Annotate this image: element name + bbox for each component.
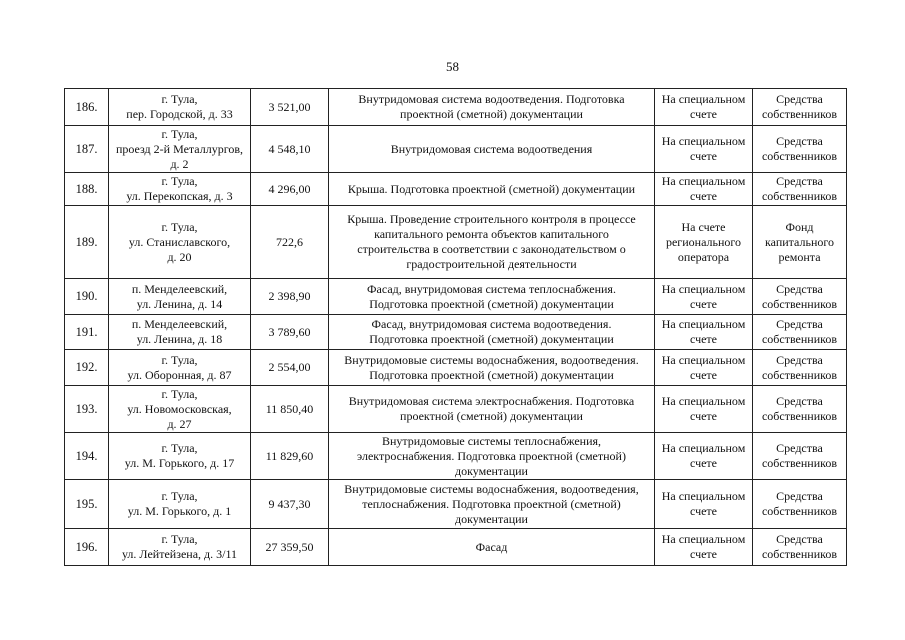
- source-cell-line: Фонд: [785, 219, 814, 234]
- work-cell-line: Крыша. Подготовка проектной (сметной) документации: [347, 181, 636, 196]
- source-cell: [753, 433, 847, 480]
- table-row: [65, 279, 847, 315]
- repair-table: [64, 88, 847, 566]
- account-cell: [655, 126, 753, 173]
- row-number: 190.: [65, 279, 109, 315]
- address-cell-line: ул. Перекопская, д. 3: [126, 189, 233, 203]
- table-row: [65, 386, 847, 433]
- table-row: [65, 206, 847, 279]
- work-cell-line: Внутридомовая система водоотведения. Подготовка: [358, 92, 625, 106]
- row-number: 189.: [65, 206, 109, 279]
- work-cell: [329, 529, 655, 566]
- row-number: 192.: [65, 350, 109, 386]
- address-cell: [109, 173, 251, 206]
- account-cell-line: На специальном: [661, 281, 746, 296]
- address-cell-line: г. Тула,: [161, 174, 198, 188]
- address-cell-line: д. 2: [170, 156, 189, 171]
- account-cell-line: На специальном: [661, 532, 746, 546]
- address-cell-line: г. Тула,: [161, 92, 198, 106]
- work-cell-line: Внутридомовые системы теплоснабжения,: [381, 433, 602, 448]
- address-cell: [109, 315, 251, 350]
- source-cell-line: собственников: [761, 107, 838, 121]
- source-cell-line: Средства: [776, 281, 823, 296]
- work-cell-line: Внутридомовая система электроснабжения. Подготовка: [348, 394, 635, 408]
- sum-cell: 11 829,60: [251, 433, 329, 480]
- row-number: 186.: [65, 89, 109, 126]
- source-cell: [753, 529, 847, 566]
- account-cell-line: На специальном: [661, 394, 746, 408]
- account-cell: [655, 386, 753, 433]
- sum-cell: 722,6: [251, 206, 329, 279]
- source-cell-line: Средства: [776, 532, 823, 546]
- sum-cell: 3 789,60: [251, 315, 329, 350]
- work-cell-line: Фасад, внутридомовая система водоотведения.: [371, 317, 612, 331]
- address-cell-line: ул. Ленина, д. 14: [136, 296, 223, 311]
- work-cell-line: Подготовка проектной (сметной) документации: [369, 296, 614, 311]
- sum-cell: 4 296,00: [251, 173, 329, 206]
- source-cell: [753, 386, 847, 433]
- sum-cell: 9 437,30: [251, 480, 329, 529]
- source-cell-line: ремонта: [778, 249, 821, 264]
- table-row: [65, 350, 847, 386]
- work-cell-line: документации: [455, 511, 528, 526]
- table-row: [65, 89, 847, 126]
- address-cell: [109, 206, 251, 279]
- address-cell-line: г. Тула,: [161, 441, 198, 455]
- source-cell-line: собственников: [761, 149, 838, 163]
- account-cell-line: На счете: [681, 219, 726, 234]
- table-row: [65, 315, 847, 350]
- work-cell-line: градостроительной деятельности: [406, 257, 577, 271]
- account-cell-line: На специальном: [661, 92, 746, 106]
- work-cell-line: электроснабжения. Подготовка проектной (сметной): [357, 448, 626, 463]
- work-cell-line: проектной (сметной) документации: [400, 409, 583, 423]
- account-cell-line: На специальном: [661, 489, 746, 503]
- source-cell-line: Средства: [776, 174, 823, 188]
- source-cell: [753, 89, 847, 126]
- address-cell-line: ул. М. Горького, д. 1: [127, 504, 232, 518]
- source-cell-line: собственников: [761, 409, 838, 423]
- account-cell-line: счете: [689, 547, 718, 561]
- source-cell: [753, 279, 847, 315]
- account-cell: [655, 206, 753, 279]
- account-cell: [655, 433, 753, 480]
- source-cell-line: Средства: [776, 489, 823, 503]
- account-cell: [655, 315, 753, 350]
- address-cell-line: г. Тула,: [161, 386, 198, 401]
- work-cell: [329, 173, 655, 206]
- account-cell-line: счете: [689, 456, 718, 470]
- source-cell-line: Средства: [776, 441, 823, 455]
- address-cell: [109, 279, 251, 315]
- work-cell: [329, 126, 655, 173]
- source-cell: [753, 350, 847, 386]
- address-cell-line: г. Тула,: [161, 489, 198, 503]
- account-cell-line: На специальном: [661, 174, 746, 188]
- source-cell-line: собственников: [761, 189, 838, 203]
- account-cell-line: На специальном: [661, 352, 746, 367]
- row-number: 195.: [65, 480, 109, 529]
- address-cell-line: пер. Городской, д. 33: [126, 107, 233, 121]
- table-row: [65, 480, 847, 529]
- account-cell: [655, 279, 753, 315]
- account-cell-line: оператора: [677, 249, 730, 264]
- account-cell: [655, 173, 753, 206]
- work-cell-line: Подготовка проектной (сметной) документации: [369, 332, 614, 346]
- work-cell-line: Фасад, внутридомовая система теплоснабжения.: [367, 281, 616, 296]
- address-cell-line: ул. Лейтейзена, д. 3/11: [121, 547, 238, 561]
- account-cell-line: счете: [689, 149, 718, 163]
- address-cell-line: г. Тула,: [161, 352, 198, 367]
- source-cell-line: Средства: [776, 352, 823, 367]
- row-number: 188.: [65, 173, 109, 206]
- account-cell: [655, 480, 753, 529]
- source-cell-line: Средства: [776, 317, 823, 331]
- account-cell-line: счете: [689, 332, 718, 346]
- row-number: 194.: [65, 433, 109, 480]
- source-cell-line: собственников: [761, 332, 838, 346]
- work-cell: [329, 206, 655, 279]
- work-cell: [329, 480, 655, 529]
- source-cell: [753, 126, 847, 173]
- address-cell: [109, 126, 251, 173]
- source-cell: [753, 206, 847, 279]
- row-number: 196.: [65, 529, 109, 566]
- source-cell-line: Средства: [776, 92, 823, 106]
- address-cell: [109, 386, 251, 433]
- table-body: [65, 89, 847, 566]
- work-cell-line: строительства в соответствии с законодательством о: [357, 242, 626, 256]
- source-cell-line: Средства: [776, 394, 823, 408]
- account-cell-line: счете: [689, 189, 718, 203]
- sum-cell: 4 548,10: [251, 126, 329, 173]
- account-cell-line: регионального: [665, 234, 742, 249]
- row-number: 187.: [65, 126, 109, 173]
- work-cell-line: Внутридомовая система водоотведения: [390, 141, 593, 156]
- account-cell: [655, 89, 753, 126]
- table-row: [65, 126, 847, 173]
- source-cell-line: собственников: [761, 296, 838, 311]
- table-row: [65, 529, 847, 566]
- address-cell-line: ул. М. Горького, д. 17: [124, 456, 235, 470]
- source-cell-line: собственников: [761, 504, 838, 518]
- account-cell-line: На специальном: [661, 134, 746, 148]
- work-cell-line: Внутридомовые системы водоснабжения, водоотведения.: [344, 352, 639, 367]
- account-cell-line: счете: [689, 504, 718, 518]
- work-cell: [329, 89, 655, 126]
- sum-cell: 2 398,90: [251, 279, 329, 315]
- sum-cell: 11 850,40: [251, 386, 329, 433]
- page-number: 58: [446, 59, 459, 74]
- address-cell-line: ул. Станиславского,: [128, 234, 231, 249]
- address-cell-line: п. Менделеевский,: [131, 317, 228, 331]
- address-cell: [109, 529, 251, 566]
- row-number: 193.: [65, 386, 109, 433]
- work-cell-line: капитального ремонта объектов капитального: [374, 227, 609, 241]
- account-cell-line: счете: [689, 367, 718, 382]
- work-cell: [329, 350, 655, 386]
- work-cell-line: Внутридомовые системы водоснабжения, водоотведения,: [344, 481, 639, 496]
- work-cell-line: теплоснабжения. Подготовка проектной (сметной): [362, 496, 621, 511]
- work-cell: [329, 279, 655, 315]
- address-cell: [109, 350, 251, 386]
- account-cell: [655, 350, 753, 386]
- source-cell-line: капитального: [765, 234, 834, 249]
- address-cell: [109, 433, 251, 480]
- address-cell: [109, 480, 251, 529]
- work-cell-line: Фасад: [475, 539, 508, 554]
- account-cell-line: На специальном: [661, 441, 746, 455]
- address-cell-line: д. 27: [167, 416, 192, 431]
- sum-cell: 2 554,00: [251, 350, 329, 386]
- work-cell: [329, 315, 655, 350]
- address-cell-line: ул. Ленина, д. 18: [136, 332, 223, 346]
- work-cell-line: Подготовка проектной (сметной) документации: [369, 367, 614, 382]
- address-cell-line: д. 20: [167, 249, 192, 264]
- address-cell-line: г. Тула,: [161, 532, 198, 546]
- source-cell: [753, 315, 847, 350]
- address-cell-line: г. Тула,: [161, 126, 198, 141]
- source-cell: [753, 173, 847, 206]
- source-cell-line: собственников: [761, 456, 838, 470]
- address-cell-line: г. Тула,: [161, 219, 198, 234]
- table-row: [65, 173, 847, 206]
- account-cell-line: На специальном: [661, 317, 746, 331]
- work-cell-line: проектной (сметной) документации: [400, 107, 583, 121]
- work-cell: [329, 433, 655, 480]
- sum-cell: 27 359,50: [251, 529, 329, 566]
- address-cell: [109, 89, 251, 126]
- source-cell-line: Средства: [776, 134, 823, 148]
- table-row: [65, 433, 847, 480]
- address-cell-line: ул. Новомосковская,: [127, 401, 232, 416]
- account-cell-line: счете: [689, 296, 718, 311]
- source-cell-line: собственников: [761, 367, 838, 382]
- source-cell-line: собственников: [761, 547, 838, 561]
- work-cell-line: документации: [455, 463, 528, 478]
- account-cell-line: счете: [689, 409, 718, 423]
- address-cell-line: ул. Оборонная, д. 87: [127, 367, 232, 382]
- work-cell: [329, 386, 655, 433]
- row-number: 191.: [65, 315, 109, 350]
- source-cell: [753, 480, 847, 529]
- account-cell-line: счете: [689, 107, 718, 121]
- work-cell-line: Крыша. Проведение строительного контроля в процессе: [347, 212, 636, 226]
- account-cell: [655, 529, 753, 566]
- sum-cell: 3 521,00: [251, 89, 329, 126]
- address-cell-line: проезд 2-й Металлургов,: [115, 141, 243, 156]
- address-cell-line: п. Менделеевский,: [131, 281, 228, 296]
